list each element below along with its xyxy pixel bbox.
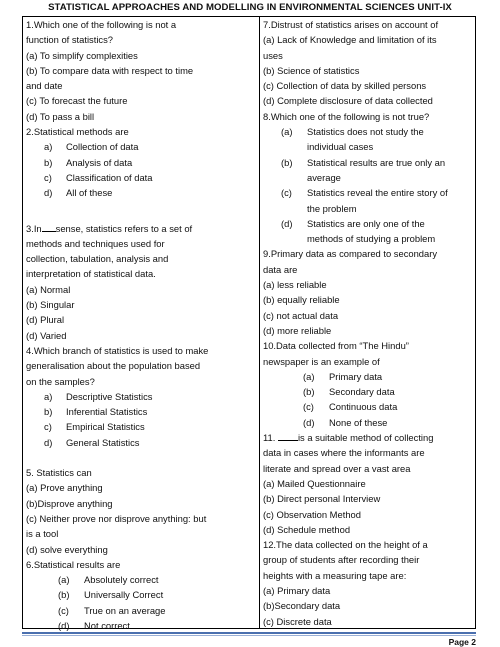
question-5: 5. Statistics can [26,467,92,479]
question-12: 12.The data collected on the height of a group of students after recording their heights with a measuring tape are: [263,539,428,581]
q4-option: b) Inferential Statistics [44,406,148,418]
question-4: 4.Which branch of statistics is used to make generalisation about the population based on the samples? [26,344,209,387]
q8-option: (d) Statistics are only one of the methods of studying a problem [281,217,436,245]
q12-option: (b)Secondary data [263,600,341,612]
q11-option: (a) Mailed Questionnaire [263,477,366,489]
q6-option: (d) Not correct [58,619,130,631]
question-6: 6.Statistical results are [26,558,121,570]
q2-option: c) Classification of data [44,171,153,183]
q10-option: (a) Primary data [303,370,383,382]
q9-option: (b) equally reliable [263,294,340,306]
q9-option: (c) not actual data [263,309,339,321]
q6-option: (c) True on an average [58,604,166,616]
q5-option: (d) solve everything [26,543,108,555]
right-column [263,17,475,629]
fill-blank [278,432,298,441]
q10-option: (c) Continuous data [303,401,398,413]
q5-option: (a) Prove anything [26,482,103,494]
q2-option: d) All of these [44,187,113,199]
footer-rule-thin [22,635,476,636]
q12-option: (a) Primary data [263,584,331,596]
q11-option: (b) Direct personal Interview [263,493,381,505]
left-column [26,17,258,633]
question-11-text: data in cases where the informants are [263,447,425,459]
q1-option: and date [26,80,63,92]
q5-option: (c) Neither prove nor disprove anything: but [26,512,207,524]
q8-option: (c) Statistics reveal the entire story of the problem [281,187,448,214]
question-11: 11. is a suitable method of collecting [263,432,434,444]
q9-option: (d) more reliable [263,324,332,336]
q4-option: d) General Statistics [44,436,140,448]
question-3-text: interpretation of statistical data. [26,268,156,280]
q6-option: (b) Universally Correct [58,589,164,601]
q5-option: (b)Disprove anything [26,497,113,509]
q2-option: b) Analysis of data [44,156,133,168]
question-3-text: collection, tabulation, analysis and [26,253,169,265]
q8-option: (b) Statistical results are true only an average [281,156,446,183]
q9-option: (a) less reliable [263,279,327,291]
q7-option: (c) Collection of data by skilled persons [263,80,427,92]
q7-option: (b) Science of statistics [263,64,360,76]
q3-option: (d) Plural [26,314,65,326]
footer-rule [22,632,476,634]
q1-option: (a) To simplify complexities [26,49,138,61]
q5-option: is a tool [26,528,59,540]
q3-option: (a) Normal [26,283,71,295]
q7-option: uses [263,49,283,61]
q11-option: (c) Observation Method [263,508,361,520]
q10-option: (d) None of these [303,416,388,428]
page-number: Page 2 [448,637,476,647]
question-8: 8.Which one of the following is not true? [263,110,430,122]
question-10: 10.Data collected from “The Hindu” newspaper is an example of [263,340,409,367]
q3-option: (d) Varied [26,329,67,341]
q2-option: a) Collection of data [44,141,139,153]
q7-option: (a) Lack of Knowledge and limitation of its [263,34,437,46]
q12-option: (c) Discrete data [263,615,332,627]
q7-option: (d) Complete disclosure of data collected [263,95,433,107]
fill-blank [42,223,56,232]
question-2: 2.Statistical methods are [26,126,129,138]
q10-option: (b) Secondary data [303,386,395,398]
page-header: STATISTICAL APPROACHES AND MODELLING IN ENVIRONMENTAL SCIENCES UNIT-IX [48,2,452,13]
question-9: 9.Primary data as compared to secondary data are [263,248,438,275]
column-divider [259,16,260,629]
q6-option: (a) Absolutely correct [58,574,159,586]
q1-option: (d) To pass a bill [26,110,95,122]
q1-option: (c) To forecast the future [26,95,128,107]
question-7: 7.Distrust of statistics arises on account of [263,19,439,30]
question-1: 1.Which one of the following is not a function of statistics? [26,19,177,46]
q4-option: c) Empirical Statistics [44,421,145,433]
q1-option: (b) To compare data with respect to time [26,64,194,76]
q8-option: (a) Statistics does not study the individual cases [281,126,424,153]
q11-option: (d) Schedule method [263,523,351,535]
q4-option: a) Descriptive Statistics [44,390,153,402]
question-11-text: literate and spread over a vast area [263,462,411,474]
question-3: 3.In sense, statistics refers to a set of [26,222,193,234]
question-3-text: methods and techniques used for [26,237,165,249]
q3-option: (b) Singular [26,299,75,311]
